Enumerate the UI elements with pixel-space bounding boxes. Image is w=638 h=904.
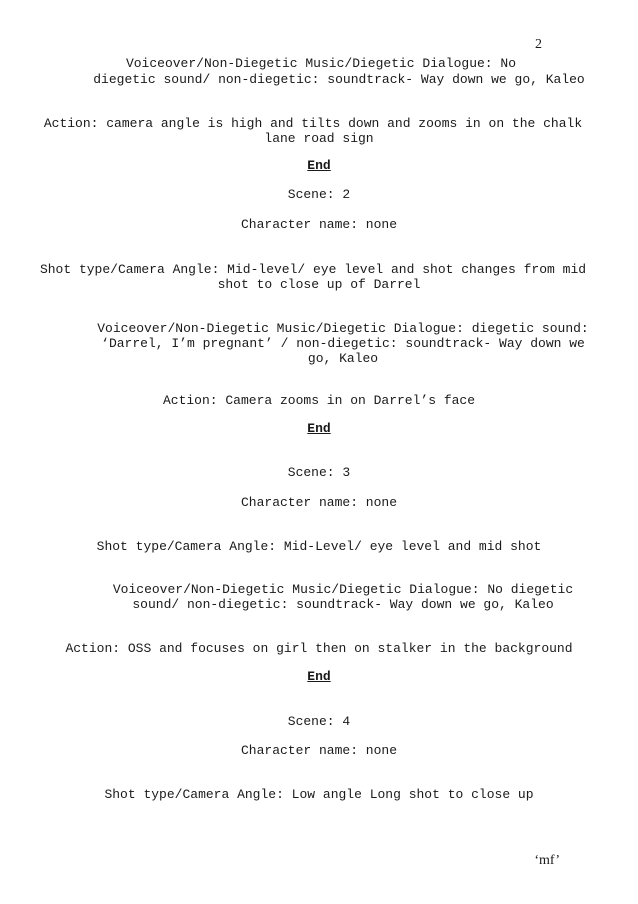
footer-mark: ‘mf’: [534, 853, 560, 868]
scene3-character: Character name: none: [240, 495, 398, 510]
scene2-shot-line1: Shot type/Camera Angle: Mid-level/ eye level and shot changes from mid: [39, 262, 587, 277]
scene3-voiceover-line1: Voiceover/Non-Diegetic Music/Diegetic Dialogue: No diegetic: [112, 582, 574, 597]
scene3-shot: Shot type/Camera Angle: Mid-Level/ eye level and mid shot: [96, 539, 542, 554]
scene2-heading: Scene: 2: [287, 187, 351, 202]
scene4-shot: Shot type/Camera Angle: Low angle Long shot to close up: [104, 787, 534, 802]
scene1-action-line2: lane road sign: [264, 131, 374, 146]
scene2-character: Character name: none: [240, 217, 398, 232]
scene2-voiceover-line2: ‘Darrel, I’m pregnant’ / non-diegetic: soundtrack- Way down we: [101, 336, 585, 351]
scene4-heading: Scene: 4: [287, 714, 351, 729]
scene2-end: End: [307, 421, 331, 436]
scene3-end: End: [307, 669, 331, 684]
scene3-voiceover-line2: sound/ non-diegetic: soundtrack- Way down we go, Kaleo: [132, 597, 554, 612]
scene1-voiceover-line1: Voiceover/Non-Diegetic Music/Diegetic Dialogue: No: [125, 56, 517, 71]
page-number: 2: [535, 37, 542, 52]
scene3-action: Action: OSS and focuses on girl then on stalker in the background: [65, 641, 573, 656]
scene2-action: Action: Camera zooms in on Darrel’s face: [162, 393, 476, 408]
scene4-character: Character name: none: [240, 743, 398, 758]
scene2-shot-line2: shot to close up of Darrel: [217, 277, 421, 292]
scene2-voiceover-line3: go, Kaleo: [307, 351, 379, 366]
scene3-heading: Scene: 3: [287, 465, 351, 480]
scene1-action-line1: Action: camera angle is high and tilts down and zooms in on the chalk: [43, 116, 583, 131]
scene2-voiceover-line1: Voiceover/Non-Diegetic Music/Diegetic Dialogue: diegetic sound:: [97, 321, 589, 336]
scene1-voiceover-line2: diegetic sound/ non-diegetic: soundtrack- Way down we go, Kaleo: [93, 72, 585, 87]
scene1-end: End: [307, 158, 331, 173]
